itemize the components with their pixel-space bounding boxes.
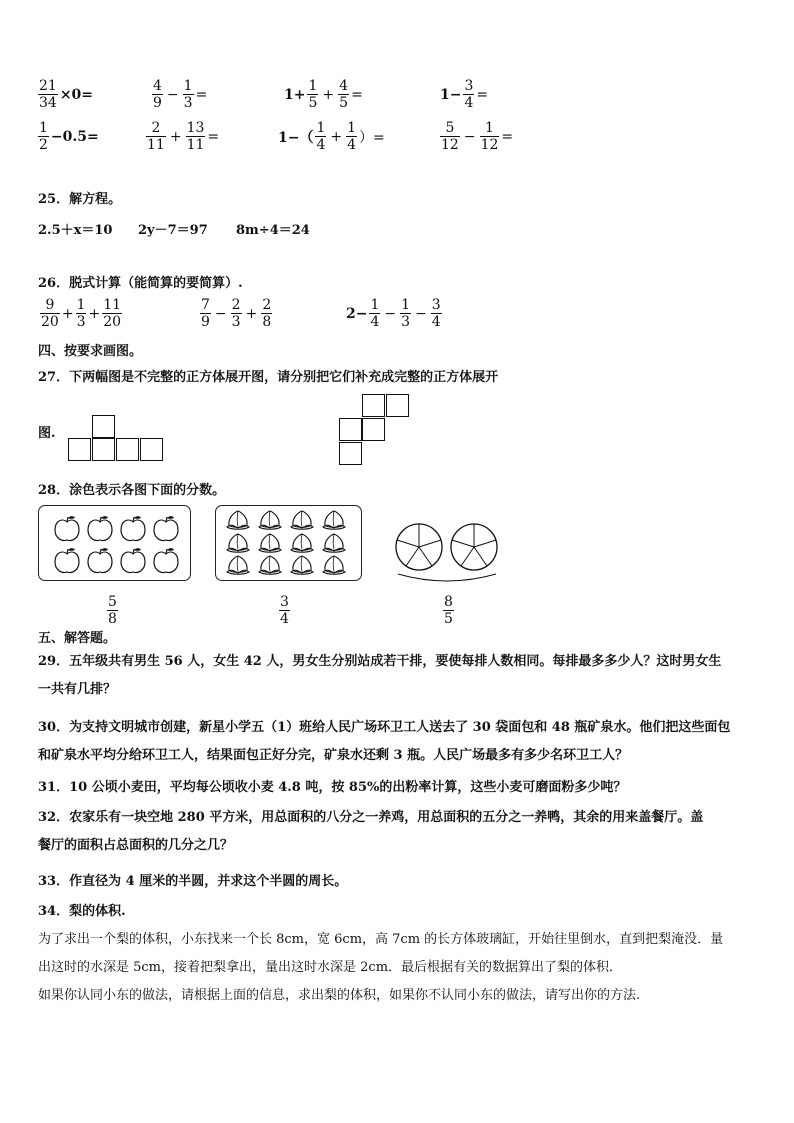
- q28-fraction-1: $\frac{5}{8}$: [108, 594, 117, 627]
- calc-r1-e3: 1+ $\frac{1}{5}$ + $\frac{4}{5}$ =: [284, 78, 363, 111]
- peach-icon: [227, 556, 249, 574]
- q28-fraction-2: $\frac{3}{4}$: [280, 594, 289, 627]
- peach-grid: [216, 506, 360, 578]
- q34: [38, 898, 723, 1010]
- peach-icon: [323, 511, 345, 529]
- net-square: [92, 415, 115, 438]
- q34-line1: 为了求出一个梨的体积，小东找来一个长 8cm，宽 6cm，高 7cm 的长方体玻璃缸，开始往里倒水，直到把梨淹没．量: [38, 932, 724, 947]
- apple-panel: [38, 505, 191, 581]
- apple-icon: [88, 516, 112, 540]
- q32: [38, 804, 703, 860]
- q25-title: 25．解方程。: [38, 192, 122, 207]
- apple-icon: [154, 516, 178, 540]
- q30-line1: 30．为支持文明城市创建，新星小学五（1）班给人民广场环卫工人送去了 30 袋面包和 48 瓶矿泉水。他们把这些面包: [38, 720, 731, 735]
- q34-line3: 如果你认同小东的做法，请根据上面的信息，求出梨的体积，如果你不认同小东的做法，请写出你的方法.: [38, 988, 641, 1003]
- net-square: [386, 394, 409, 417]
- pie-circle-icon: [396, 524, 442, 570]
- q33: [38, 868, 347, 896]
- fraction: $\frac{21}{34}$: [39, 78, 57, 111]
- calc-r2-e3: 1−（ $\frac{1}{4}$ + $\frac{1}{4}$ ）=: [278, 120, 385, 153]
- q30: [38, 714, 730, 770]
- peach-icon: [323, 534, 345, 552]
- q27-line2: 图.: [38, 426, 56, 441]
- q27-line1: 27．下两幅图是不完整的正方体展开图，请分别把它们补充成完整的正方体展开: [38, 370, 499, 385]
- peach-icon: [291, 534, 313, 552]
- pie-circle-icon: [451, 524, 497, 570]
- q30-line2: 和矿泉水平均分给环卫工人，结果面包正好分完，矿泉水还剩 3 瓶。人民广场最多有多少名环卫工人？: [38, 748, 629, 763]
- net-square: [339, 442, 362, 465]
- net-square: [116, 438, 139, 461]
- peach-icon: [227, 511, 249, 529]
- q25-eq3: 8m÷4＝24: [236, 223, 310, 238]
- net-square: [68, 438, 91, 461]
- apple-grid: [39, 506, 189, 578]
- q31: [38, 774, 626, 802]
- q28-title: 28．涂色表示各图下面的分数。: [38, 483, 226, 498]
- peach-panel: [215, 505, 362, 581]
- q29: [38, 648, 721, 704]
- q25-eq1: 2.5＋x＝10: [38, 223, 113, 238]
- apple-icon: [88, 548, 112, 572]
- section-4-heading: 四、按要求画图。: [38, 344, 143, 359]
- apple-icon: [121, 516, 145, 540]
- section-5-heading: 五、解答题。: [38, 631, 117, 646]
- net-square: [92, 438, 115, 461]
- q31-line1: 31．10 公顷小麦田，平均每公顷收小麦 4.8 吨，按 85%的出粉率计算，这些小麦可磨面粉多少吨？: [38, 780, 627, 795]
- calc-r2-e4: $\frac{5}{12}$ − $\frac{1}{12}$ =: [441, 120, 514, 153]
- q26-expr2: $\frac{7}{9}$ − $\frac{2}{3}$ + $\frac{2}{8}$: [201, 297, 272, 330]
- calc-r1-e2: $\frac{4}{9}$ − $\frac{1}{3}$ =: [153, 78, 208, 111]
- apple-icon: [121, 548, 145, 572]
- net-square: [362, 394, 385, 417]
- circles-figure: [392, 518, 504, 588]
- q32-line1: 32．农家乐有一块空地 280 平方米，用总面积的八分之一养鸡，用总面积的五分之一养鸭，其余的用来盖餐厅。盖: [38, 810, 704, 825]
- q32-line2: 餐厅的面积占总面积的几分之几？: [38, 838, 234, 853]
- calc-r1-e4: 1− $\frac{3}{4}$ =: [440, 78, 489, 111]
- q34-line2: 出这时的水深是 5cm，接着把梨拿出，量出这时水深是 2cm．最后根据有关的数据算出了梨的体积．: [38, 960, 623, 975]
- net-square: [362, 418, 385, 441]
- expr-text: ×0=: [59, 86, 94, 103]
- q28-fraction-3: $\frac{8}{5}$: [444, 594, 453, 627]
- q26-title: 26．脱式计算（能简算的要简算）.: [38, 276, 243, 291]
- peach-icon: [323, 556, 345, 574]
- peach-icon: [227, 534, 249, 552]
- q26-expr3: 2− $\frac{1}{4}$ − $\frac{1}{3}$ − $\frac{3}{4}$: [346, 297, 441, 330]
- calc-r2-e2: $\frac{2}{11}$ + $\frac{13}{11}$ =: [147, 120, 220, 153]
- peach-icon: [259, 534, 281, 552]
- q29-line1: 29．五年级共有男生 56 人，女生 42 人，男女生分别站成若干排，要使每排人数相同。每排最多多少人？这时男女生: [38, 654, 722, 669]
- peach-icon: [259, 511, 281, 529]
- apple-icon: [55, 516, 79, 540]
- calc-r1-e1: [38, 78, 93, 111]
- q34-title: 34．梨的体积.: [38, 904, 126, 919]
- peach-icon: [259, 556, 281, 574]
- calc-r2-e1: $\frac{1}{2}$ −0.5=: [39, 120, 99, 153]
- peach-icon: [291, 511, 313, 529]
- q25-eq2: 2y－7＝97: [138, 223, 208, 238]
- net-square: [339, 418, 362, 441]
- q33-line1: 33．作直径为 4 厘米的半圆，并求这个半圆的周长。: [38, 874, 348, 889]
- q29-line2: 一共有几排？: [38, 682, 117, 697]
- brace: [398, 574, 496, 581]
- q26-expr1: $\frac{9}{20}$ + $\frac{1}{3}$ + $\frac{11}{20}$: [41, 297, 122, 330]
- apple-icon: [154, 548, 178, 572]
- peach-icon: [291, 556, 313, 574]
- net-square: [140, 438, 163, 461]
- apple-icon: [55, 548, 79, 572]
